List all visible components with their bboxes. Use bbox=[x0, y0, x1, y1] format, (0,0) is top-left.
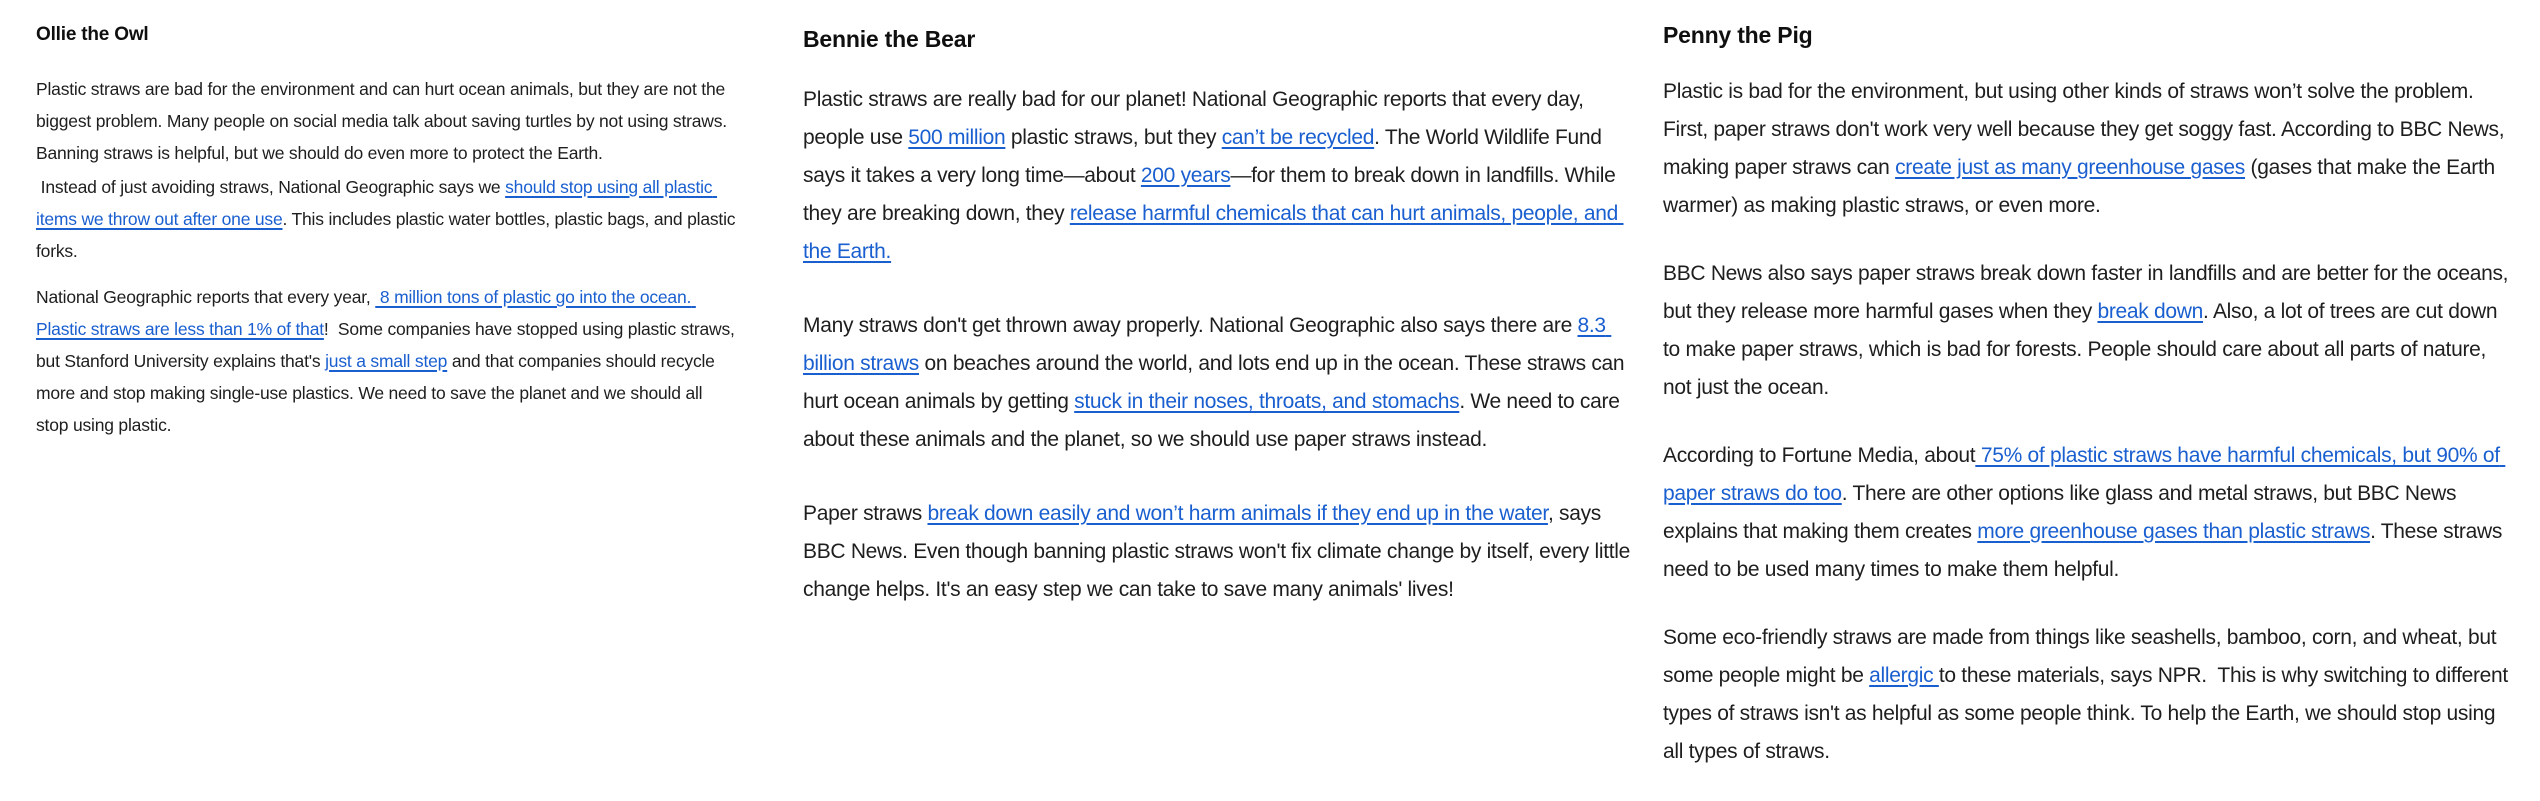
column-body bbox=[1663, 73, 2514, 771]
inline-link[interactable]: stuck in their noses, throats, and stomachs bbox=[1074, 390, 1460, 413]
text-run: Plastic straws are bad for the environment and can hurt ocean animals, but they are not the biggest problem. Many people on social media talk about saving turtles by not using straws. Banning straws is helpful, but we should do even more to protect the Earth. bbox=[36, 79, 732, 163]
paragraph bbox=[803, 307, 1643, 459]
text-run: , says BBC News. Even though banning plastic straws won't fix climate change by itself, every little change helps. It's an easy step we can take to save many animals' lives! bbox=[803, 502, 1636, 601]
text-run: . We need to care about these animals and the planet, so we should use paper straws instead. bbox=[803, 390, 1626, 451]
paragraph bbox=[36, 171, 738, 267]
column-title: Ollie the Owl bbox=[36, 24, 149, 45]
inline-link[interactable]: 8 million tons of plastic go into the ocean. Plastic straws are less than 1% of that bbox=[36, 287, 696, 339]
inline-link[interactable]: 8.3 billion straws bbox=[803, 314, 1612, 375]
column-body bbox=[36, 73, 738, 441]
column-title: Penny the Pig bbox=[1663, 22, 1813, 48]
text-run: . Also, a lot of trees are cut down to make paper straws, which is bad for forests. People should care about all parts of nature, not just the ocean. bbox=[1663, 300, 2503, 399]
inline-link[interactable]: just a small step bbox=[325, 351, 448, 371]
text-run: to these materials, says NPR. This is why switching to different types of straws isn't as helpful as some people think. To help the Earth, we should stop using all types of straws. bbox=[1663, 664, 2514, 763]
inline-link[interactable]: release harmful chemicals that can hurt animals, people, and the Earth. bbox=[803, 202, 1624, 263]
paragraph bbox=[1663, 437, 2511, 589]
text-run: . There are other options like glass and metal straws, but BBC News explains that making them creates bbox=[1663, 482, 2462, 543]
text-run: and that companies should recycle more and stop making single-use plastics. We need to save the planet and we should all stop using plastic. bbox=[36, 351, 720, 435]
text-run: ! Some companies have stopped using plastic straws, but Stanford University explains that's bbox=[36, 319, 740, 371]
text-run: . The World Wildlife Fund says it takes a very long time—about bbox=[803, 126, 1608, 187]
text-run: Some eco-friendly straws are made from things like seashells, bamboo, corn, and wheat, but some people might be bbox=[1663, 626, 2502, 687]
paragraph bbox=[1663, 73, 2511, 225]
inline-link[interactable]: allergic bbox=[1869, 664, 1939, 687]
text-run: According to Fortune Media, about bbox=[1663, 444, 1976, 467]
text-run: Instead of just avoiding straws, National Geographic says we bbox=[36, 177, 506, 197]
text-run: Plastic straws are really bad for our planet! National Geographic reports that every day, people use bbox=[803, 88, 1590, 149]
text-run: Plastic is bad for the environment, but using other kinds of straws won’t solve the problem. First, paper straws don't work very well because they get soggy fast. According to BBC News, making paper straws can bbox=[1663, 80, 2510, 179]
text-run: —for them to break down in landfills. While they are breaking down, they bbox=[803, 164, 1622, 225]
text-run: . This includes plastic water bottles, plastic bags, and plastic forks. bbox=[36, 209, 740, 261]
text-run: National Geographic reports that every year, bbox=[36, 287, 376, 307]
inline-link[interactable]: more greenhouse gases than plastic straws bbox=[1977, 520, 2371, 543]
paragraph bbox=[36, 281, 738, 441]
inline-link[interactable]: create just as many greenhouse gases bbox=[1895, 156, 2245, 179]
text-run: Many straws don't get thrown away properly. National Geographic also says there are bbox=[803, 314, 1578, 337]
passage-column-penny bbox=[1663, 22, 2514, 801]
text-run: . These straws need to be used many times to make them helpful. bbox=[1663, 520, 2508, 581]
text-run: (gases that make the Earth warmer) as making plastic straws, or even more. bbox=[1663, 156, 2501, 217]
paragraph bbox=[803, 495, 1643, 609]
text-run: plastic straws, but they bbox=[1005, 126, 1222, 149]
paragraph bbox=[36, 73, 738, 169]
paragraph bbox=[1663, 619, 2514, 771]
inline-link[interactable]: break down easily and won’t harm animals if they end up in the water bbox=[927, 502, 1548, 525]
column-body bbox=[803, 81, 1643, 609]
inline-link[interactable]: can’t be recycled bbox=[1221, 126, 1375, 149]
passage-column-ollie bbox=[36, 24, 738, 443]
passage-column-bennie bbox=[803, 26, 1643, 645]
inline-link[interactable]: 500 million bbox=[908, 126, 1006, 149]
text-run: BBC News also says paper straws break down faster in landfills and are better for the oceans, but they release more harmful gases when they bbox=[1663, 262, 2514, 323]
column-title: Bennie the Bear bbox=[803, 26, 976, 52]
paragraph bbox=[803, 81, 1643, 271]
inline-link[interactable]: break down bbox=[2097, 300, 2204, 323]
inline-link[interactable]: should stop using all plastic items we throw out after one use bbox=[36, 177, 718, 229]
paragraph bbox=[1663, 255, 2514, 407]
inline-link[interactable]: 75% of plastic straws have harmful chemicals, but 90% of paper straws do too bbox=[1663, 444, 2506, 505]
inline-link[interactable]: 200 years bbox=[1140, 164, 1231, 187]
text-run: Paper straws bbox=[803, 502, 928, 525]
text-run: on beaches around the world, and lots end up in the ocean. These straws can hurt ocean animals by getting bbox=[803, 352, 1630, 413]
